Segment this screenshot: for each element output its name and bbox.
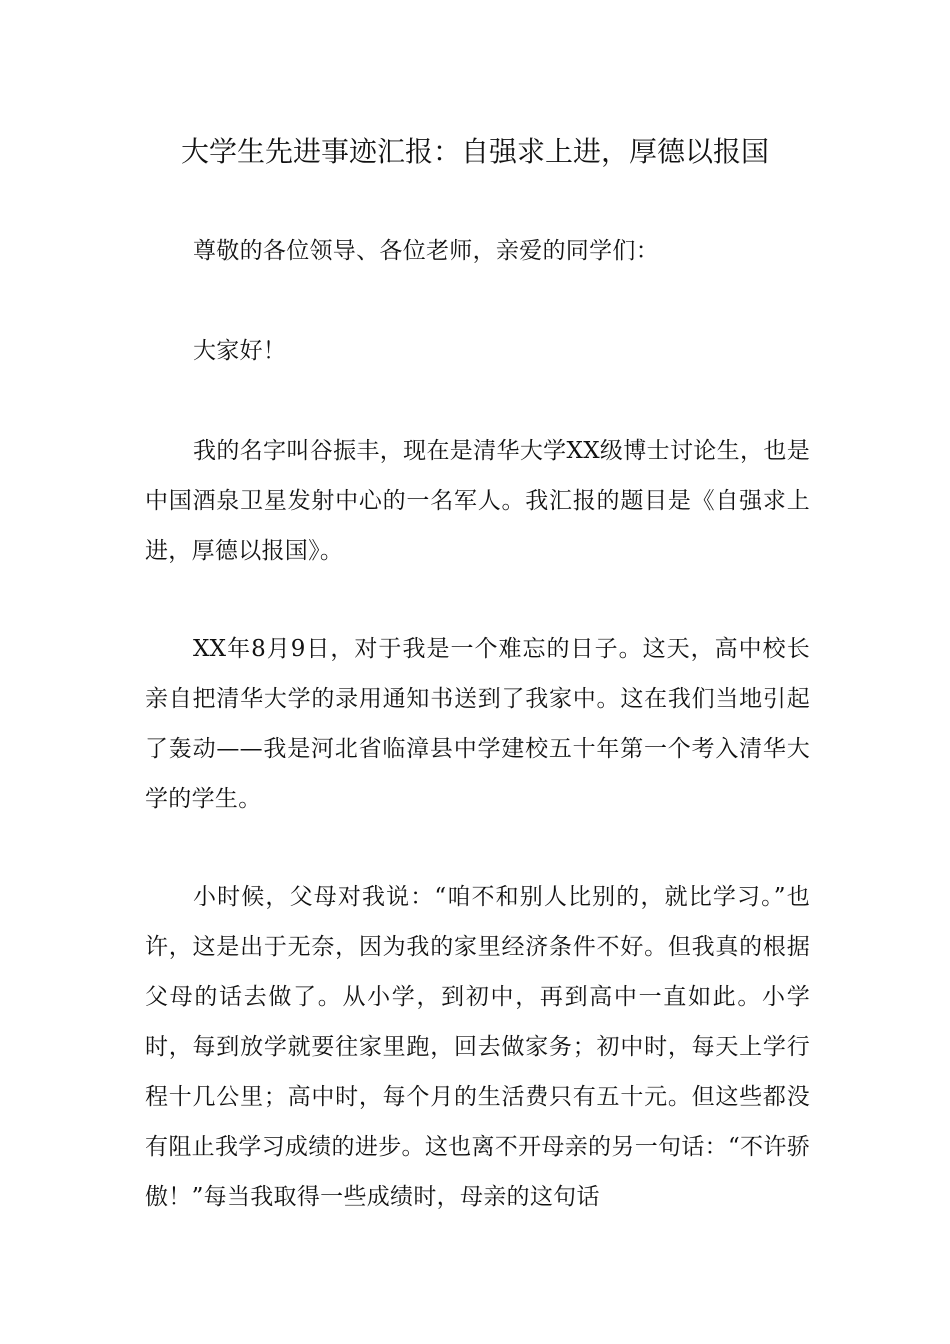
document-title: 大学生先进事迹汇报：自强求上进，厚德以报国 (180, 135, 769, 168)
greeting-paragraph: 尊敬的各位领导、各位老师，亲爱的同学们： (193, 238, 659, 264)
hello-paragraph: 大家好！ (193, 338, 287, 364)
childhood-paragraph: 小时候，父母对我说：“咱不和别人比别的，就比学习。”也许，这是出于无奈，因为我的家里经济条件不好。但我真的根据父母的话去做了。从小学，到初中，再到高中一直如此。小学时，每到放学就要往家里跑，回去做家务；初中时，每天上学行程十几公里；高中时，每个月的生活费只有五十元。但这些都没有阻止我学习成绩的进步。这也离不开母亲的另一句话：“不许骄傲！”每当我取得一些成绩时，母亲的这句话 (145, 884, 810, 1210)
intro-paragraph: 我的名字叫谷振丰，现在是清华大学XX级博士讨论生，也是中国酒泉卫星发射中心的一名军人。我汇报的题目是《自强求上进，厚德以报国》。 (145, 438, 810, 564)
admission-date-paragraph: XX年8月9日，对于我是一个难忘的日子。这天，高中校长亲自把清华大学的录用通知书送到了我家中。这在我们当地引起了轰动——我是河北省临漳县中学建校五十年第一个考入清华大学的学生。 (145, 636, 810, 812)
